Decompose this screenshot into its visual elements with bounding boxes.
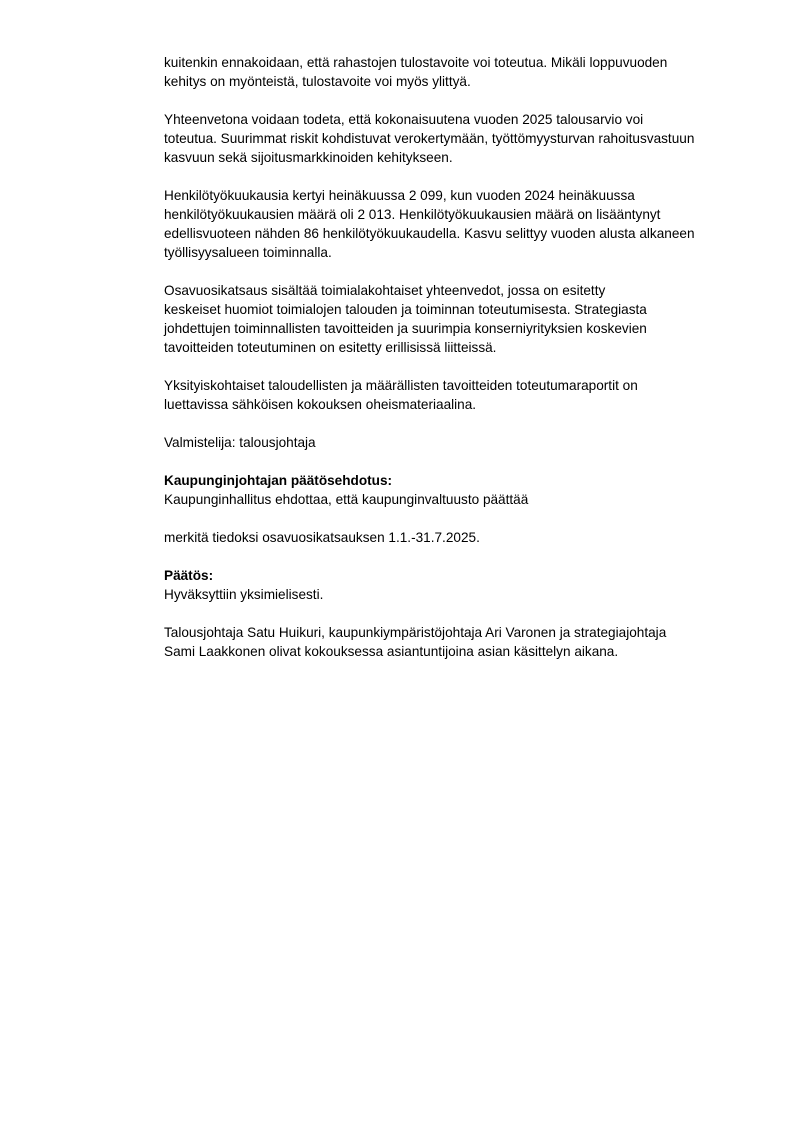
paragraph-preparer bbox=[164, 433, 744, 452]
text-line: kasvuun sekä sijoitusmarkkinoiden kehitykseen. bbox=[164, 150, 453, 165]
decision-heading: Päätös: bbox=[164, 568, 214, 583]
paragraph-experts-present bbox=[164, 623, 744, 661]
paragraph-person-work-months bbox=[164, 186, 744, 262]
proposal-section bbox=[164, 471, 744, 509]
text-line: edellisvuoteen nähden 86 henkilötyökuukaudella. Kasvu selittyy vuoden alusta alkaneen bbox=[164, 226, 695, 241]
text-line: Yhteenvetona voidaan todeta, että kokonaisuutena vuoden 2025 talousarvio voi bbox=[164, 112, 644, 127]
text-line: Sami Laakkonen olivat kokouksessa asiantuntijoina asian käsittelyn aikana. bbox=[164, 644, 619, 659]
preparer-line: Valmistelija: talousjohtaja bbox=[164, 435, 316, 450]
proposal-heading: Kaupunginjohtajan päätösehdotus: bbox=[164, 473, 393, 488]
text-line: Talousjohtaja Satu Huikuri, kaupunkiympäristöjohtaja Ari Varonen ja strategiajohtaja bbox=[164, 625, 667, 640]
proposal-item-text: merkitä tiedoksi osavuosikatsauksen 1.1.-31.7.2025. bbox=[164, 530, 480, 545]
text-line: Henkilötyökuukausia kertyi heinäkuussa 2 099, kun vuoden 2024 heinäkuussa bbox=[164, 188, 635, 203]
text-line: Yksityiskohtaiset taloudellisten ja määrällisten tavoitteiden toteutumaraportit on bbox=[164, 378, 638, 393]
paragraph-result-outlook bbox=[164, 53, 744, 91]
document-page bbox=[164, 53, 744, 661]
text-line: kuitenkin ennakoidaan, että rahastojen tulostavoite voi toteutua. Mikäli loppuvuoden bbox=[164, 55, 668, 70]
text-line: työllisyysalueen toiminnalla. bbox=[164, 245, 332, 260]
text-line: tavoitteiden toteutuminen on esitetty erillisissä liitteissä. bbox=[164, 340, 497, 355]
text-line: Osavuosikatsaus sisältää toimialakohtaiset yhteenvedot, jossa on esitetty bbox=[164, 283, 606, 298]
decision-text: Hyväksyttiin yksimielisesti. bbox=[164, 587, 324, 602]
text-line: toteutua. Suurimmat riskit kohdistuvat verokertymään, työttömyysturvan rahoitusvastuun bbox=[164, 131, 695, 146]
text-line: henkilötyökuukausien määrä oli 2 013. Henkilötyökuukausien määrä on lisääntynyt bbox=[164, 207, 661, 222]
paragraph-budget-summary bbox=[164, 110, 744, 167]
decision-section bbox=[164, 566, 744, 604]
text-line: keskeiset huomiot toimialojen talouden ja toiminnan toteutumisesta. Strategiasta bbox=[164, 302, 647, 317]
proposal-item bbox=[164, 528, 744, 547]
proposal-intro: Kaupunginhallitus ehdottaa, että kaupunginvaltuusto päättää bbox=[164, 492, 529, 507]
text-line: luettavissa sähköisen kokouksen oheismateriaalina. bbox=[164, 397, 477, 412]
paragraph-interim-review-contents bbox=[164, 281, 744, 357]
text-line: kehitys on myönteistä, tulostavoite voi myös ylittyä. bbox=[164, 74, 471, 89]
text-line: johdettujen toiminnallisten tavoitteiden ja suurimpia konserniyrityksien koskevien bbox=[164, 321, 647, 336]
paragraph-detailed-reports bbox=[164, 376, 744, 414]
